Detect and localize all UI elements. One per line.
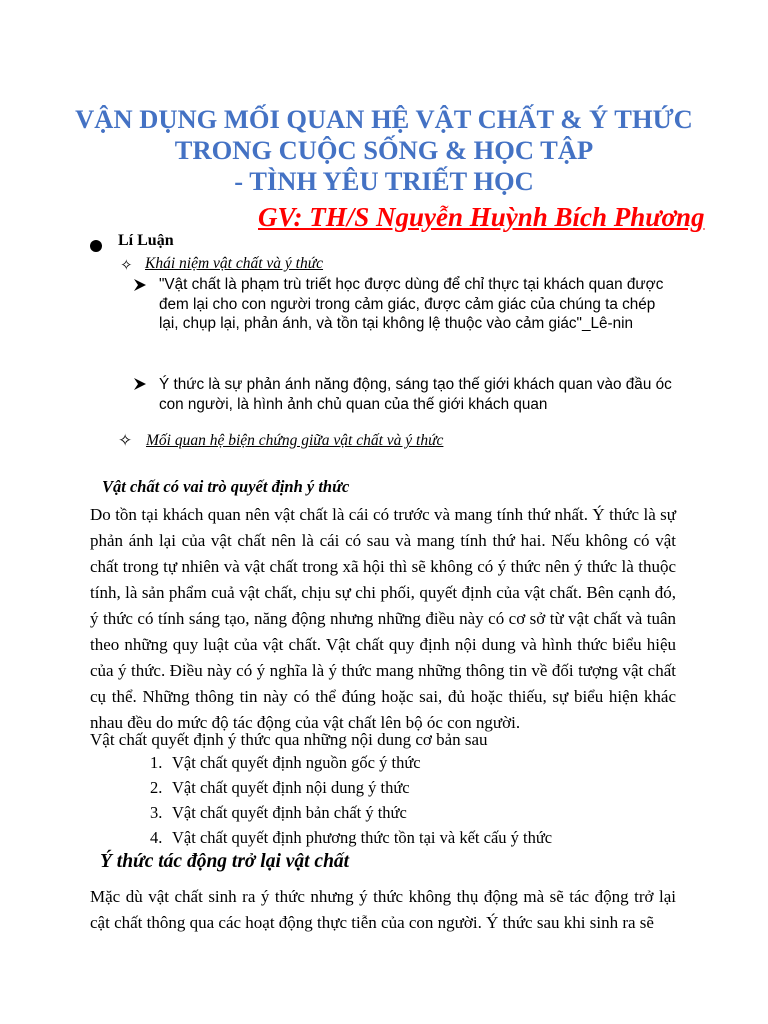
bullet-definition-y-thuc: Ý thức là sự phản ánh năng động, sáng tạo thế giới khách quan vào đầu óc con người, là hình ảnh chủ quan của thế giới khách quan bbox=[159, 376, 672, 413]
paragraph-vat-chat: Do tồn tại khách quan nên vật chất là cái có trước và mang tính thứ nhất. Ý thức là sự phản ánh lại của vật chất nên là cái có sau và mang tính thứ hai. Nếu không có vật chất trong tự nhiên và vật chất trong xã hội thì sẽ không có ý thức nên ý thức là thuộc tính, là sản phẩm cuả vật chất, chịu sự chi phối, quyết định của vật chất. Bên cạnh đó, ý thức có tính sáng tạo, năng động nhưng những điều này có cơ sở từ vật chất và tuân theo những quy luật của vật chất. Vật chất quy định nội dung và hình thức biểu hiệu của ý thức. Điều này có ý nghĩa là ý thức mang những thông tin về đối tượng vật chất cụ thể. Những thông tin này có thể đúng hoặc sai, đủ hoặc thiếu, sự biểu hiện khác nhau đều do mức độ tác động của vật chất lên bộ óc con người. bbox=[90, 505, 676, 732]
list-item: 1. Vật chất quyết định nguồn gốc ý thức bbox=[150, 753, 421, 772]
section-heading-y-thuc-tac-dong: Ý thức tác động trở lại vật chất bbox=[100, 851, 350, 872]
paragraph-y-thuc: Mặc dù vật chất sinh ra ý thức nhưng ý thức không thụ động mà sẽ tác động trở lại cật chất thông qua các hoạt động thực tiễn của con người. Ý thức sau khi sinh ra sẽ bbox=[90, 887, 676, 932]
title-line-3: - TÌNH YÊU TRIẾT HỌC bbox=[234, 166, 534, 196]
subheading-moi-quan-he: Mối quan hệ biện chứng giữa vật chất và ý thức bbox=[146, 432, 444, 449]
author-line: GV: TH/S Nguyễn Huỳnh Bích Phương bbox=[258, 202, 705, 232]
list-item: 3. Vật chất quyết định bản chất ý thức bbox=[150, 803, 407, 822]
section-heading-li-luan: Lí Luận bbox=[118, 232, 174, 249]
list-item: 2. Vật chất quyết định nội dung ý thức bbox=[150, 778, 410, 797]
bullet-definition-vat-chat: "Vật chất là phạm trù triết học được dùng để chỉ thực tại khách quan được đem lại cho con người trong cảm giác, được cảm giác của chúng ta chép lại, chụp lại, phản ánh, và tồn tại không lệ thuộc vào cảm giác"_Lê-nin bbox=[159, 276, 664, 332]
title-line-1: VẬN DỤNG MỐI QUAN HỆ VẬT CHẤT & Ý THỨC bbox=[75, 104, 693, 134]
title-line-2: TRONG CUỘC SỐNG & HỌC TẬP bbox=[174, 135, 594, 165]
arrow-bullet-icon bbox=[133, 278, 147, 292]
list-item: 4. Vật chất quyết định phương thức tồn tại và kết cấu ý thức bbox=[150, 828, 553, 847]
arrow-bullet-icon bbox=[133, 377, 147, 391]
section-heading-vat-chat-quyet-dinh: Vật chất có vai trò quyết định ý thức bbox=[102, 477, 350, 496]
bullet-dot-icon bbox=[90, 240, 102, 252]
numbered-list bbox=[150, 750, 552, 850]
star-bullet-icon: ✧ bbox=[118, 431, 133, 450]
star-bullet-icon: ✧ bbox=[120, 258, 133, 274]
list-intro: Vật chất quyết định ý thức qua những nội dung cơ bản sau bbox=[90, 730, 488, 749]
subheading-khai-niem: Khái niệm vật chất và ý thức bbox=[145, 255, 324, 272]
